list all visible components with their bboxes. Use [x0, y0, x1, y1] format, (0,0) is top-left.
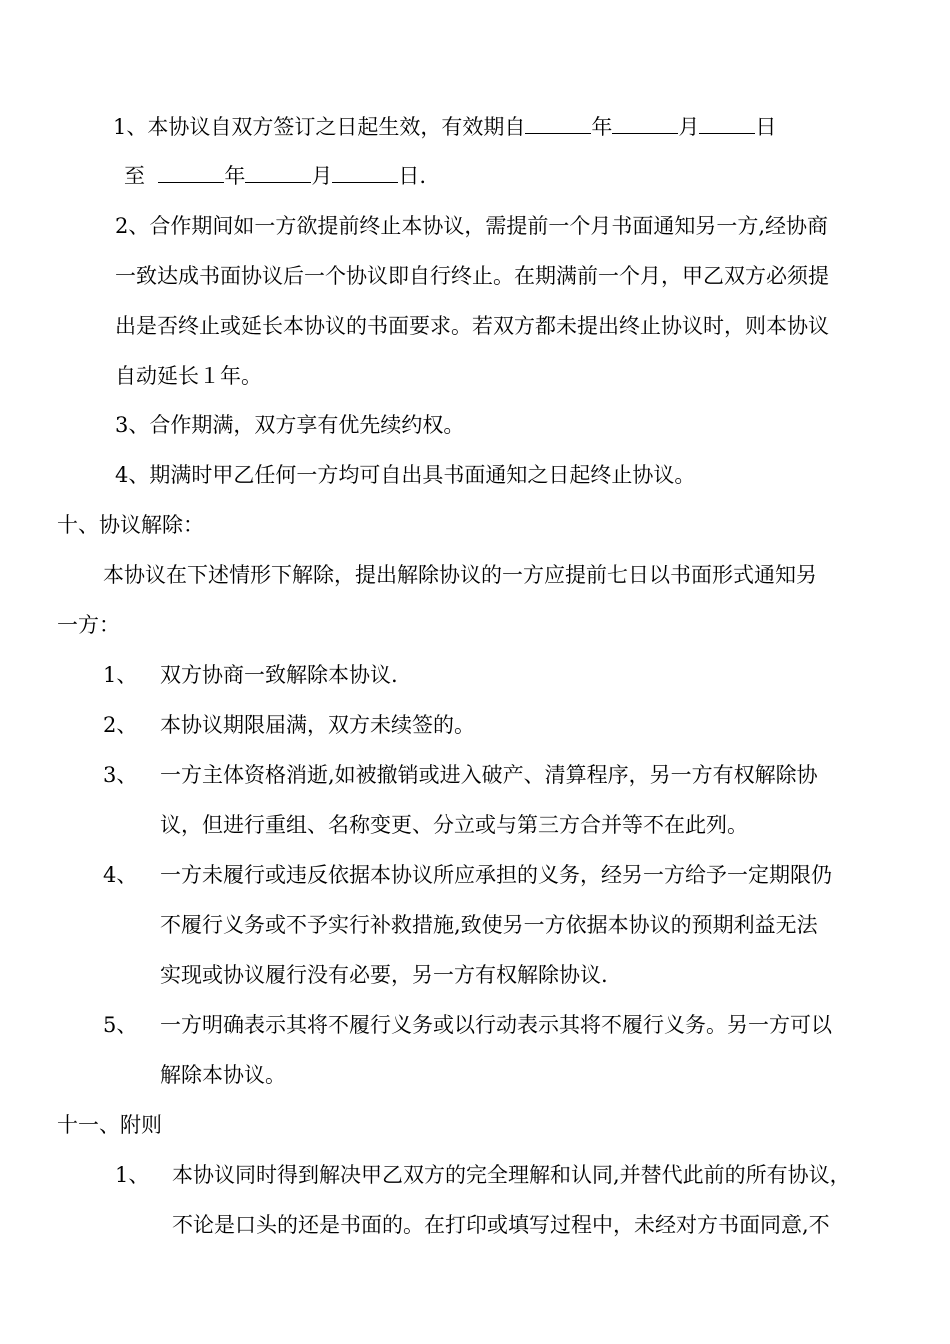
termination-item-5-line-2: 解除本协议。 [160, 1063, 286, 1087]
appendix-item-1-line-2: 不论是口头的还是书面的。在打印或填写过程中，未经对方书面同意,不 [172, 1213, 830, 1237]
section-11-heading: 十一、附则 [57, 1113, 162, 1137]
termination-item-4-line-2: 不履行义务或不予实行补救措施,致使另一方依据本协议的预期利益无法 [160, 913, 818, 937]
termination-item-4-line-3: 实现或协议履行没有必要，另一方有权解除协议. [160, 963, 608, 987]
termination-item-2-line-1: 本协议期限届满，双方未续签的。 [160, 713, 475, 737]
termination-item-3-line-1: 一方主体资格消逝,如被撤销或进入破产、清算程序，另一方有权解除协 [160, 763, 818, 787]
termination-item-4-number: 4、 [103, 863, 138, 887]
termination-item-5-number: 5、 [103, 1013, 138, 1037]
validity-item-1 [113, 113, 776, 141]
validity-item-2-line-4: 自动延长１年。 [115, 364, 262, 388]
month-blank[interactable] [612, 113, 678, 134]
day-label: 日 [755, 115, 777, 139]
end-year-label: 年 [224, 164, 246, 188]
to-label: 至 [124, 164, 145, 188]
termination-item-3-number: 3、 [103, 763, 138, 787]
section-10-intro-line-1: 本协议在下述情形下解除，提出解除协议的一方应提前七日以书面形式通知另 [103, 563, 817, 587]
appendix-item-1-number: 1、 [115, 1163, 150, 1187]
termination-item-5-line-1: 一方明确表示其将不履行义务或以行动表示其将不履行义务。另一方可以 [160, 1013, 832, 1037]
month-label: 月 [678, 115, 700, 139]
termination-item-2-number: 2、 [103, 713, 138, 737]
end-day-blank[interactable] [332, 162, 398, 183]
year-blank[interactable] [525, 113, 591, 134]
end-month-blank[interactable] [245, 162, 311, 183]
year-label: 年 [591, 115, 613, 139]
section-10-intro-line-2: 一方： [57, 613, 120, 637]
validity-item-4: 4、期满时甲乙任何一方均可自出具书面通知之日起终止协议。 [115, 463, 696, 487]
end-month-label: 月 [311, 164, 333, 188]
validity-item-1-text: 1、本协议自双方签订之日起生效，有效期自 [113, 115, 526, 139]
termination-item-1-line-1: 双方协商一致解除本协议. [160, 663, 398, 687]
validity-item-2-line-2: 一致达成书面协议后一个协议即自行终止。在期满前一个月，甲乙双方必须提 [115, 264, 829, 288]
validity-item-2-line-3: 出是否终止或延长本协议的书面要求。若双方都未提出终止协议时，则本协议 [115, 314, 829, 338]
termination-item-1-number: 1、 [103, 663, 138, 687]
termination-item-4-line-1: 一方未履行或违反依据本协议所应承担的义务，经另一方给予一定期限仍 [160, 863, 832, 887]
termination-item-3-line-2: 议，但进行重组、名称变更、分立或与第三方合并等不在此列。 [160, 813, 748, 837]
section-10-heading: 十、协议解除： [57, 513, 204, 537]
validity-end-date [124, 162, 426, 190]
validity-item-3: 3、合作期满，双方享有优先续约权。 [115, 413, 465, 437]
end-year-blank[interactable] [158, 162, 224, 183]
appendix-item-1-line-1: 本协议同时得到解决甲乙双方的完全理解和认同,并替代此前的所有协议， [172, 1163, 851, 1187]
end-day-label: 日. [398, 164, 427, 188]
validity-item-2-line-1: 2、合作期间如一方欲提前终止本协议，需提前一个月书面通知另一方,经协商 [115, 214, 829, 238]
day-blank[interactable] [699, 113, 755, 134]
